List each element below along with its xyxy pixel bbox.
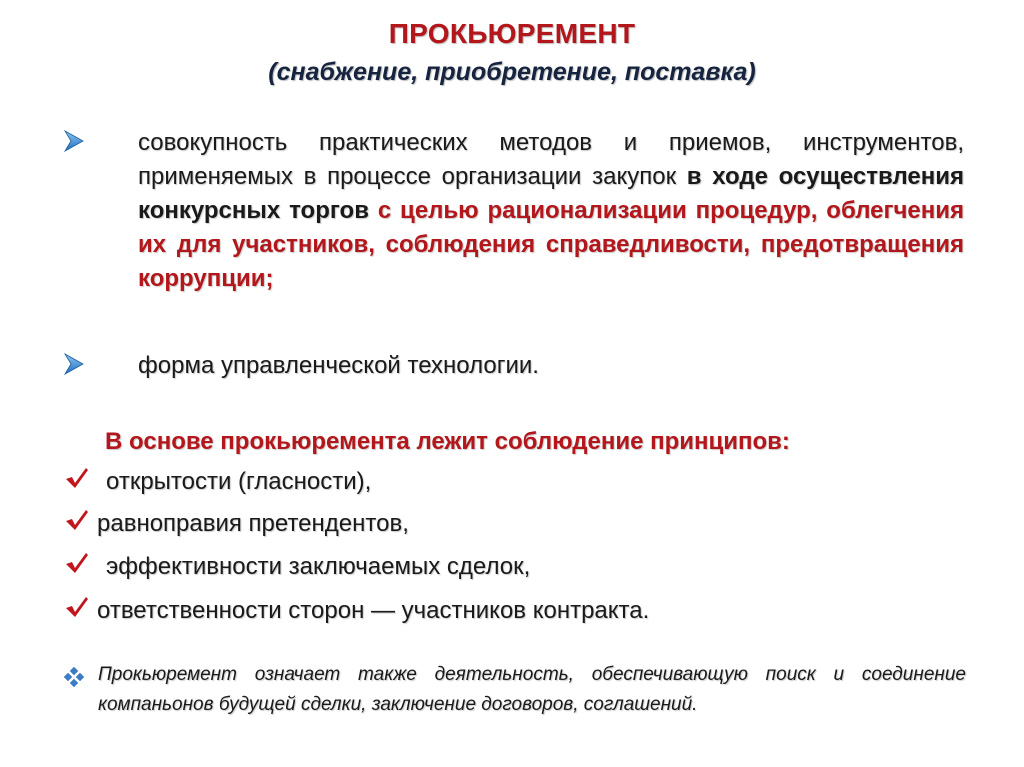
page-title: ПРОКЬЮРЕМЕНТ: [388, 18, 636, 49]
definition-second-item: форма управленческой технологии.: [138, 352, 539, 379]
arrow-bullet-icon: [62, 129, 86, 153]
definition-red-text: с целью рационализации процедур, облегчения их для участников, соблюдения справедливости, предотвращения коррупции;: [138, 197, 965, 292]
checkmark-icon: [64, 508, 90, 532]
definition-plain-text: совокупность практических методов и приемов, инструментов, применяемых в процессе организации закупок: [138, 129, 964, 190]
principle-item: равноправия претендентов,: [97, 510, 409, 537]
diamond-bullet-icon: [64, 667, 84, 687]
note-paragraph: Прокьюремент означает также деятельность, обеспечивающую поиск и соединение компаньонов будущей сделки, заключение договоров, соглашений.: [98, 664, 966, 715]
principle-item: эффективности заключаемых сделок,: [106, 553, 531, 580]
principle-item: ответственности сторон — участников контракта.: [97, 597, 650, 624]
checkmark-icon: [64, 595, 90, 619]
principle-item: открытости (гласности),: [106, 468, 372, 495]
principles-heading: В основе прокьюремента лежит соблюдение принципов:: [105, 428, 790, 455]
page-subtitle: (снабжение, приобретение, поставка): [268, 58, 756, 86]
checkmark-icon: [64, 466, 90, 490]
definition-paragraph: [138, 126, 964, 296]
checkmark-icon: [64, 551, 90, 575]
arrow-bullet-icon: [62, 352, 86, 376]
definition-bold-text: в ходе осуществления конкурсных торгов: [138, 163, 964, 224]
